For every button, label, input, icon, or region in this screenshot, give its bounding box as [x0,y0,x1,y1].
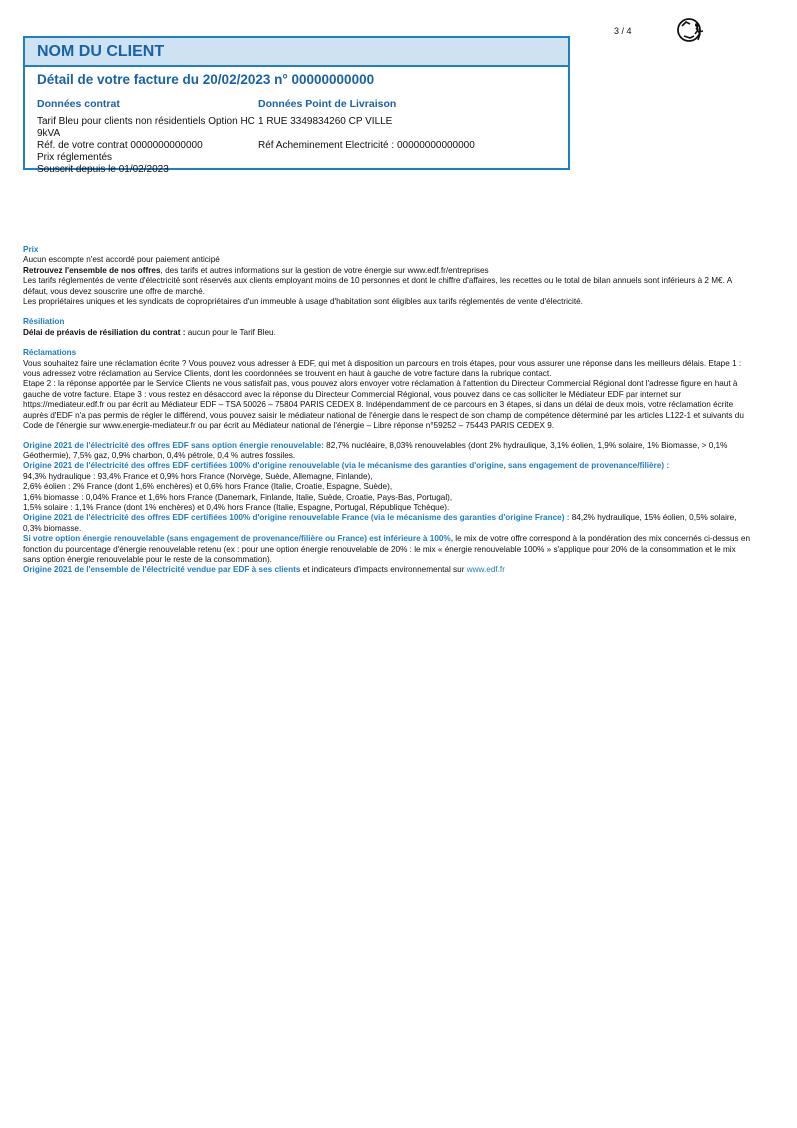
origine-eolien: 2,6% éolien : 2% France (dont 1,6% enchères) et 0,6% hors France (Italie, Croatie, Espagne, Suède), [23,482,393,492]
terms-content [23,245,750,576]
origine-ensemble-text: et indicateurs d'impacts environnemental sur [300,565,467,575]
origine-france-text: 84,2% hydraulique, 15% éolien, 0,5% solaire, 0,3% biomasse. [23,513,737,533]
origine-option-mix-title: Si votre option énergie renouvelable (sans engagement de provenance/filière ou France) est inférieure à 100%, [23,534,453,544]
origine-biomasse: 1,6% biomasse : 0,04% France et 1,6% hors France (Danemark, Finlande, Italie, Suède, Croatie, Pays-Bas, Portugal), [23,492,453,502]
delivery-heading: Données Point de Livraison [258,98,397,110]
delivery-address: 1 RUE 3349834260 CP VILLE [258,116,393,127]
client-name: NOM DU CLIENT [25,38,568,67]
resiliation-rest: aucun pour le Tarif Bleu. [185,327,276,337]
reclamations-text2: Etape 2 : la réponse apportée par le Service Clients ne vous satisfait pas, vous pouvez alors envoyer votre réclamation à l'attention du Directeur Commercial Régional dont l'adresse figure en haut à gauche de votre facture. Etape 3 : vous restez en désaccord avec la réponse du Directeur Commercial Régional, vous pouvez dans ce cas solliciter le Médiateur EDF par internet sur https://mediateur.edf.fr ou par écrit au Médiateur EDF – TSA 50026 – 75804 PARIS CEDEX 8. Indépendamment de ce parcours en 3 étapes, si dans un délai de deux mois, votre réclamation écrite auprès d'EDF n'a pas permis de régler le différend, vous pouvez saisir le médiateur national de l'énergie dans le respect de son champ de compétence déterminé par les articles L122-1 et suivants du Code de l'énergie sur www.energie-mediateur.fr ou par écrit au Médiateur national de l'énergie – Libre réponse n°59252 – 75443 PARIS CEDEX 9. [23,379,744,431]
prix-line4: Les propriétaires uniques et les syndicats de copropriétaires d'un immeuble à usage d'habitation sont éligibles aux tarifs réglementés de vente d'électricité. [23,297,583,307]
resiliation-title: Résiliation [23,317,65,327]
delivery-column [258,98,558,176]
resiliation-line [23,328,750,338]
page-number: 3 / 4 [614,26,632,36]
reclamations-text1: Vous souhaitez faire une réclamation écrite ? Vous pouvez vous adresser à EDF, qui met à disposition un parcours en trois étapes, pour vous assurer une réponse dans les meilleurs délais. Etape 1 : vous adressez votre réclamation au Service Clients, dont les coordonnées se trouvent en haut à gauche de votre facture dans la rubrique contact. [23,358,742,379]
contract-tariff: Tarif Bleu pour clients non résidentiels Option HC 9kVA [37,116,255,139]
origine-solaire: 1,5% solaire : 1,1% France (dont 1% enchères) et 0,4% hors France (Italie, Espagne, Portugal, République Tchèque). [23,502,450,512]
origine-ensemble [23,565,750,575]
recycling-triman-icon [676,16,704,44]
origine-renouvelable-title: Origine 2021 de l'électricité des offres EDF certifiées 100% d'origine renouvelable (via le mécanisme des garanties d'origine, sans engagement de provenance/filière) : [23,461,670,471]
origine-france [23,513,750,534]
contract-heading: Données contrat [37,98,120,110]
origine-option-mix [23,534,750,565]
contract-ref: Réf. de votre contrat 0000000000000 [37,140,203,151]
origine-option-mix-text: le mix de votre offre correspond à la pondération des mix concernés ci-dessus en fonction du pourcentage d'énergie renouvelable retenu (ex : pour une option énergie renouvelable de 20% : le mix « énergie renouvelable 100% » s'applique pour 20% de la consommation et le mix sans option énergie renouvelable pour le reste de la consommation). [23,534,751,564]
origine-sans-option-title: Origine 2021 de l'électricité des offres EDF sans option énergie renouvelable: [23,440,324,450]
reclamations-title: Réclamations [23,348,77,358]
prix-offers-bold: Retrouvez l'ensemble de nos offres [23,265,161,275]
prix-line1: Aucun escompte n'est accordé pour paiement anticipé [23,255,220,265]
prix-line3: Les tarifs réglementés de vente d'électricité sont réservés aux clients employant moins de 10 personnes et dont le chiffre d'affaires, les recettes ou le total de bilan annuels sont inférieurs à 2 M€. A défaut, vous devez souscrire une offre de marché. [23,276,732,296]
contract-price-type: Prix réglementés [37,152,113,163]
origine-ensemble-title: Origine 2021 de l'ensemble de l'électricité vendue par EDF à ses clients [23,565,301,575]
resiliation-bold: Délai de préavis de résiliation du contrat : [23,327,186,337]
delivery-ref: Réf Acheminement Electricité : 00000000000000 [258,140,475,151]
prix-offers-line [23,266,750,276]
invoice-title: Détail de votre facture du 20/02/2023 n° 00000000000 [37,72,375,87]
contract-column [37,98,258,176]
contract-since: Souscrit depuis le 01/02/2023 [37,164,169,175]
origine-sans-option [23,441,750,462]
origine-hydraulique: 94,3% hydraulique : 93,4% France et 0,9% hors France (Norvège, Suède, Allemagne, Finlande), [23,471,373,481]
client-info-box [23,36,570,175]
origine-sans-option-text: 82,7% nucléaire, 8,03% renouvelables (dont 2% hydraulique, 3,1% éolien, 1,9% solaire, 1% Biomasse, > 0,1% Géothermie), 7,5% gaz, 0,9% charbon, 0,4% pétrole, 0,4 % autres fossiles. [23,440,728,460]
origine-france-title: Origine 2021 de l'électricité des offres EDF certifiées 100% d'origine renouvelable France (via le mécanisme des garanties d'origine France) : [23,513,570,523]
edf-website-link[interactable]: www.edf.fr [466,565,505,575]
prix-offers-rest: , des tarifs et autres informations sur la gestion de votre énergie sur www.edf.fr/entreprises [160,265,489,275]
prix-title: Prix [23,245,39,254]
